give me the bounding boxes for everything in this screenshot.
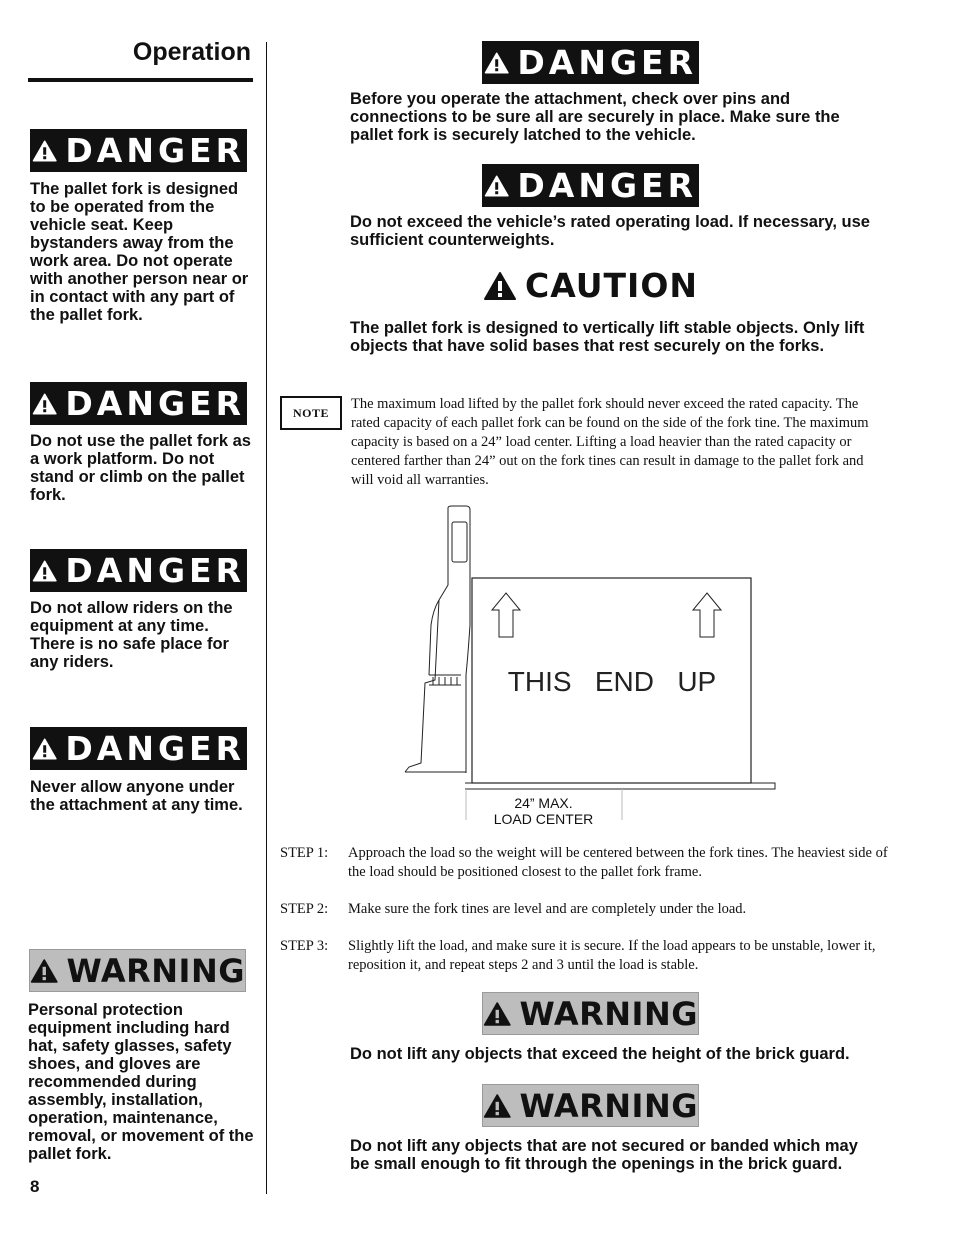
caution-text-stable-objects: The pallet fork is designed to vertically lift stable objects. Only lift objects that have solid bases that rest securely on the forks.: [350, 319, 865, 355]
warning-banner: [29, 949, 246, 992]
warning-banner: [482, 1084, 699, 1127]
box-label: THIS END UP: [507, 666, 717, 697]
danger-text-work-platform: Do not use the pallet fork as a work platform. Do not stand or climb on the pallet fork.: [30, 432, 251, 504]
step-3-text: Slightly lift the load, and make sure it is secure. If the load appears to be unstable, lower it, reposition it, and repeat steps 2 and 3 until the load is stable.: [348, 938, 876, 973]
danger-label: DANGER: [517, 43, 697, 82]
column-divider: [266, 42, 267, 1194]
danger-banner: [30, 382, 247, 425]
warning-text-ppe: Personal protection equipment including hard hat, safety glasses, safety shoes, and gloves are recommended during assembly, installation, operation, maintenance, removal, or movement of the pallet fork.: [28, 1001, 254, 1163]
danger-label: DANGER: [65, 384, 245, 423]
warning-triangle-icon: [32, 556, 57, 586]
danger-banner: [482, 164, 699, 207]
danger-banner: [482, 41, 699, 84]
warning-triangle-icon: [484, 48, 509, 78]
page-number: 8: [30, 1177, 40, 1196]
step-3-label: STEP 3:: [280, 938, 329, 954]
step-1-label: STEP 1:: [280, 845, 329, 861]
dimension-label-line2: LOAD CENTER: [493, 811, 594, 827]
warning-triangle-icon: [32, 136, 57, 166]
danger-label: DANGER: [65, 729, 245, 768]
warning-triangle-icon: [32, 734, 57, 764]
danger-label: DANGER: [517, 166, 697, 205]
warning-triangle-icon: [483, 999, 512, 1029]
warning-triangle-icon: [30, 956, 59, 986]
warning-triangle-icon: [32, 389, 57, 419]
warning-triangle-icon: [483, 271, 517, 301]
title-underline: [28, 78, 253, 82]
warning-label: WARNING: [519, 1086, 698, 1125]
danger-text-under-attachment: Never allow anyone under the attachment at any time.: [30, 778, 243, 814]
warning-label: WARNING: [66, 951, 245, 990]
warning-triangle-icon: [484, 171, 509, 201]
caution-banner: [482, 264, 699, 307]
page-title: Operation: [132, 38, 251, 66]
danger-text-vehicle-seat: The pallet fork is designed to be operated from the vehicle seat. Keep bystanders away from the work area. Do not operate with another person near or in contact with any part of the pallet fork.: [30, 180, 249, 324]
warning-banner: [482, 992, 699, 1035]
note-label: NOTE: [280, 396, 342, 430]
danger-banner: [30, 129, 247, 172]
danger-text-pins-connections: Before you operate the attachment, check over pins and connections to be sure all are securely in place. Make sure the pallet fork is securely latched to the vehicle.: [350, 90, 840, 144]
warning-triangle-icon: [483, 1091, 512, 1121]
danger-text-rated-load: Do not exceed the vehicle’s rated operating load. If necessary, use sufficient counterweights.: [350, 213, 870, 249]
danger-banner: [30, 549, 247, 592]
step-2-label: STEP 2:: [280, 901, 329, 917]
danger-text-riders: Do not allow riders on the equipment at any time. There is no safe place for any riders.: [30, 599, 233, 671]
warning-label: WARNING: [519, 994, 698, 1033]
danger-label: DANGER: [65, 551, 245, 590]
note-text: The maximum load lifted by the pallet fork should never exceed the rated capacity. The rated capacity of each pallet fork can be found on the side of the fork tine. The maximum capacity is based on a 24” load center. Lifting a load heavier than the rated capacity or centered farther than 24” out on the fork tines can result in damage to the pallet fork and will void all warranties.: [351, 396, 869, 488]
step-1-text: Approach the load so the weight will be centered between the fork tines. The heaviest side of the load should be positioned closest to the pallet fork frame.: [348, 845, 888, 880]
danger-label: DANGER: [65, 131, 245, 170]
dimension-label-line1: 24” MAX.: [514, 795, 573, 811]
warning-text-banded-objects: Do not lift any objects that are not secured or banded which may be small enough to fit through the openings in the brick guard.: [350, 1137, 858, 1173]
danger-banner: [30, 727, 247, 770]
step-2-text: Make sure the fork tines are level and are completely under the load.: [348, 901, 747, 917]
caution-label: CAUTION: [525, 266, 698, 305]
warning-text-brick-guard-height: Do not lift any objects that exceed the height of the brick guard.: [350, 1045, 850, 1063]
